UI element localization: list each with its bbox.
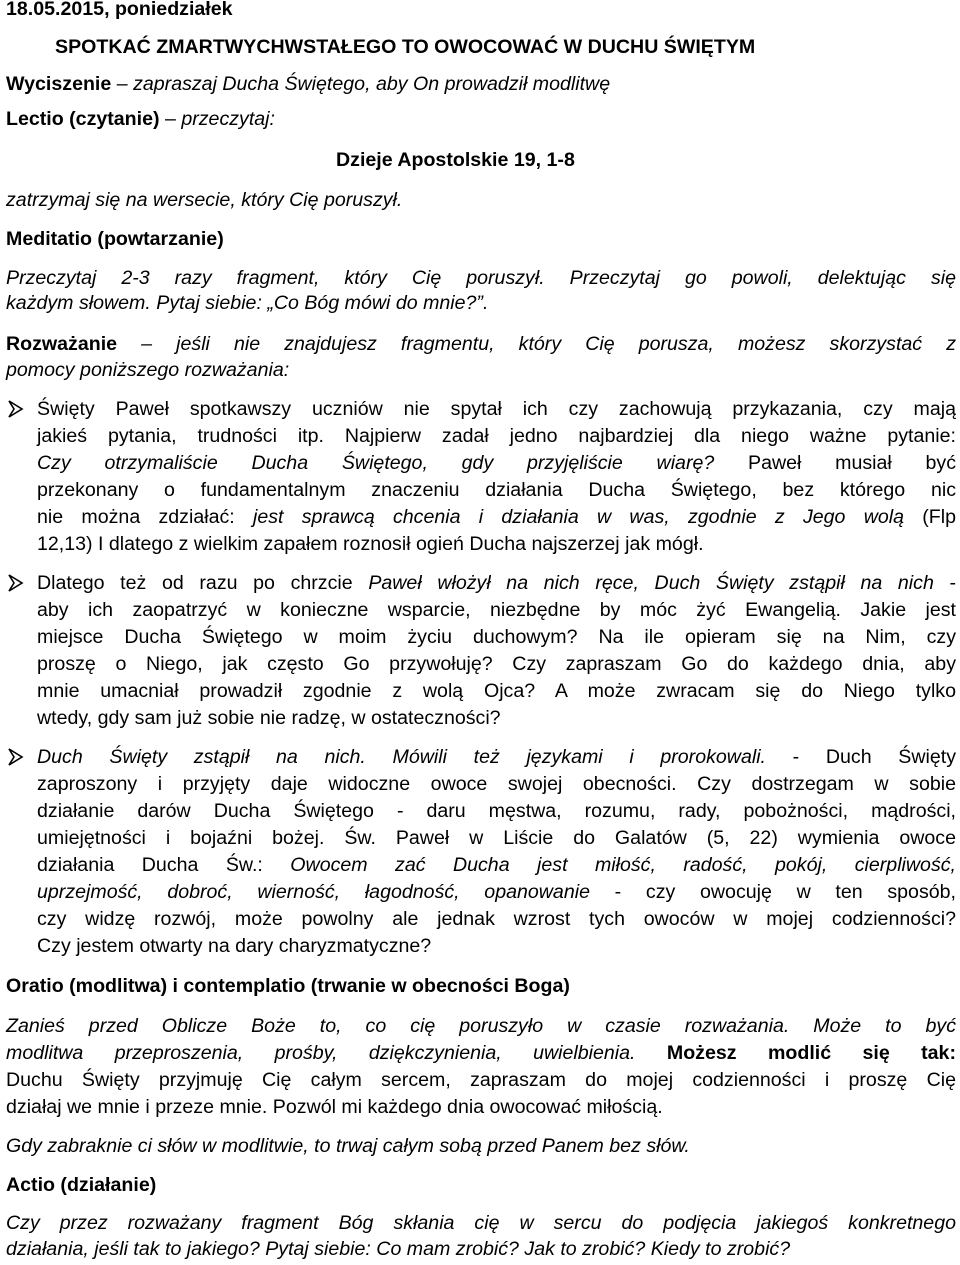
- arrow-bullet-icon: [6, 571, 26, 595]
- oratio-line-4: działaj we mnie i przeze mnie. Pozwól mi każdego dnia owocować miłością.: [6, 1096, 663, 1118]
- meditatio-heading: Meditatio (powtarzanie): [6, 228, 224, 250]
- bullet-1-line-4: przekonany o fundamentalnym znaczeniu działania Ducha Świętego, bez którego nic: [37, 479, 956, 501]
- lectio-dash: –: [159, 108, 182, 130]
- bullet-3-line-1: [37, 744, 956, 770]
- rozwazanie-label: Rozważanie: [6, 333, 118, 355]
- bullet-1-line-3: [37, 450, 956, 476]
- bullet-1-line-3-rest: Paweł musiał być: [714, 452, 957, 474]
- bullet-2-line-1-end: -: [933, 572, 957, 594]
- oratio-line-1: Zanieś przed Oblicze Boże to, co cię poruszyło w czasie rozważania. Może to być: [6, 1015, 956, 1037]
- bullet-3-line-6-end: - czy owocuję w ten sposób,: [589, 881, 956, 903]
- bullet-2-line-3: miejsce Ducha Świętego w moim życiu duchowym? Na ile opieram się na Nim, czy: [37, 626, 956, 648]
- bullet-3-line-2: zaproszony i przyjęty daje widoczne owoce swojej obecności. Czy dostrzegam w sobie: [37, 773, 956, 795]
- arrow-bullet-icon: [6, 397, 26, 421]
- bullet-3-line-7: czy widzę rozwój, może powolny ale jednak wzrost tych owoców w mojej codzienności?: [37, 908, 956, 930]
- lectio-text: przeczytaj:: [181, 108, 275, 130]
- bullet-3-line-5-start: działania Ducha Św.:: [37, 854, 291, 876]
- actio-line-1: Czy przez rozważany fragment Bóg skłania cię w sercu do podjęcia jakiegoś konkretnego: [6, 1212, 956, 1234]
- bullet-1-line-5-end: (Flp: [904, 506, 957, 528]
- oratio-closing: Gdy zabraknie ci słów w modlitwie, to trwaj całym sobą przed Panem bez słów.: [6, 1135, 690, 1157]
- date-line: 18.05.2015, poniedziałek: [6, 0, 233, 20]
- wyciszenie-label: Wyciszenie: [6, 73, 112, 95]
- bullet-3-fruits-1: Owocem zać Ducha jest miłość, radość, pokój, cierpliwość,: [290, 854, 956, 876]
- oratio-heading: Oratio (modlitwa) i contemplatio (trwanie w obecności Boga): [6, 975, 570, 997]
- bullet-3-line-4: umiejętności i bojaźni bożej. Św. Paweł w Liście do Galatów (5, 22) wymienia owoce: [37, 827, 956, 849]
- bullet-2-scripture: Paweł włożył na nich ręce, Duch Święty zstąpił na nich: [368, 572, 934, 594]
- bullet-2-line-5: mnie umacniał prowadził zgodnie z wolą Ojca? A może zwracam się do Niego tylko: [37, 680, 956, 702]
- bullet-2-line-1-start: Dlatego też od razu po chrzcie: [37, 572, 369, 594]
- bullet-2-line-6: wtedy, gdy sam już sobie nie radzę, w ostateczności?: [37, 707, 501, 729]
- page-title: SPOTKAĆ ZMARTWYCHWSTAŁEGO TO OWOCOWAĆ W DUCHU ŚWIĘTYM: [55, 36, 756, 58]
- bullet-3-line-8: Czy jestem otwarty na dary charyzmatyczne?: [37, 935, 432, 957]
- bullet-3-scripture: Duch Święty zstąpił na nich. Mówili też językami i prorokowali.: [37, 746, 766, 768]
- arrow-bullet-icon: [6, 745, 26, 769]
- lectio-label: Lectio (czytanie): [6, 108, 160, 130]
- bullet-1-line-5-start: nie można zdziałać:: [37, 506, 253, 528]
- bullet-1-quote: Czy otrzymaliście Ducha Świętego, gdy przyjęliście wiarę?: [37, 452, 715, 474]
- oratio-line-3: Duchu Święty przyjmuję Cię całym sercem, zapraszam do mojej codzienności i proszę Cię: [6, 1069, 956, 1091]
- bullet-3-line-6: [37, 879, 956, 905]
- bullet-1-line-5: [37, 504, 956, 530]
- bullet-2-line-1: [37, 570, 956, 596]
- lectio-instruction: zatrzymaj się na wersecie, który Cię poruszył.: [6, 189, 403, 211]
- oratio-line-2: [6, 1040, 956, 1066]
- bullet-2-line-2: aby ich zaopatrzyć w konieczne wsparcie, niezbędne by móc żyć Ewangelią. Jakie jest: [37, 599, 956, 621]
- wyciszenie-line: [6, 71, 610, 97]
- actio-heading: Actio (działanie): [6, 1174, 157, 1196]
- meditatio-text-line-1: Przeczytaj 2-3 razy fragment, który Cię poruszył. Przeczytaj go powoli, delektując się: [6, 267, 956, 289]
- lectio-line: [6, 106, 275, 132]
- oratio-line-2-italic: modlitwa przeproszenia, prośby, dziękczynienia, uwielbienia.: [6, 1042, 636, 1064]
- lectio-reference: Dzieje Apostolskie 19, 1-8: [336, 149, 575, 171]
- bullet-3-fruits-2: uprzejmość, dobroć, wierność, łagodność, opanowanie: [37, 881, 590, 903]
- bullet-1-line-2: jakieś pytania, trudności itp. Najpierw zadał jedno najbardziej dla niego ważne pytanie:: [37, 425, 956, 447]
- rozwazanie-intro: – jeśli nie znajdujesz fragmentu, który Cię porusza, możesz skorzystać z: [117, 333, 956, 355]
- bullet-2-line-4: proszę o Niego, jak często Go przywołuję? Czy zapraszam Go do każdego dnia, aby: [37, 653, 956, 675]
- bullet-1-line-6: 12,13) I dlatego z wielkim zapałem roznosił ogień Ducha najszerzej jak mógł.: [37, 533, 704, 555]
- bullet-3-line-5: [37, 852, 956, 878]
- bullet-1-scripture: jest sprawcą chcenia i działania w was, zgodnie z Jego wolą: [253, 506, 904, 528]
- bullet-3-line-1-end: - Duch Święty: [766, 746, 956, 768]
- actio-line-2: działania, jeśli tak to jakiego? Pytaj siebie: Co mam zrobić? Jak to zrobić? Kiedy to zrobić?: [6, 1238, 791, 1260]
- wyciszenie-dash: –: [111, 73, 134, 95]
- rozwazanie-line-2: pomocy poniższego rozważania:: [6, 359, 290, 381]
- wyciszenie-text: zapraszaj Ducha Świętego, aby On prowadził modlitwę: [133, 73, 611, 95]
- bullet-1-line-1: Święty Paweł spotkawszy uczniów nie spytał ich czy zachowują przykazania, czy mają: [37, 398, 956, 420]
- oratio-line-2-bold: Możesz modlić się tak:: [635, 1042, 956, 1064]
- meditatio-text-line-2: każdym słowem. Pytaj siebie: „Co Bóg mówi do mnie?”.: [6, 292, 489, 314]
- bullet-3-line-3: działanie darów Ducha Świętego - daru męstwa, rozumu, rady, pobożności, mądrości,: [37, 800, 956, 822]
- rozwazanie-line-1: [6, 331, 956, 357]
